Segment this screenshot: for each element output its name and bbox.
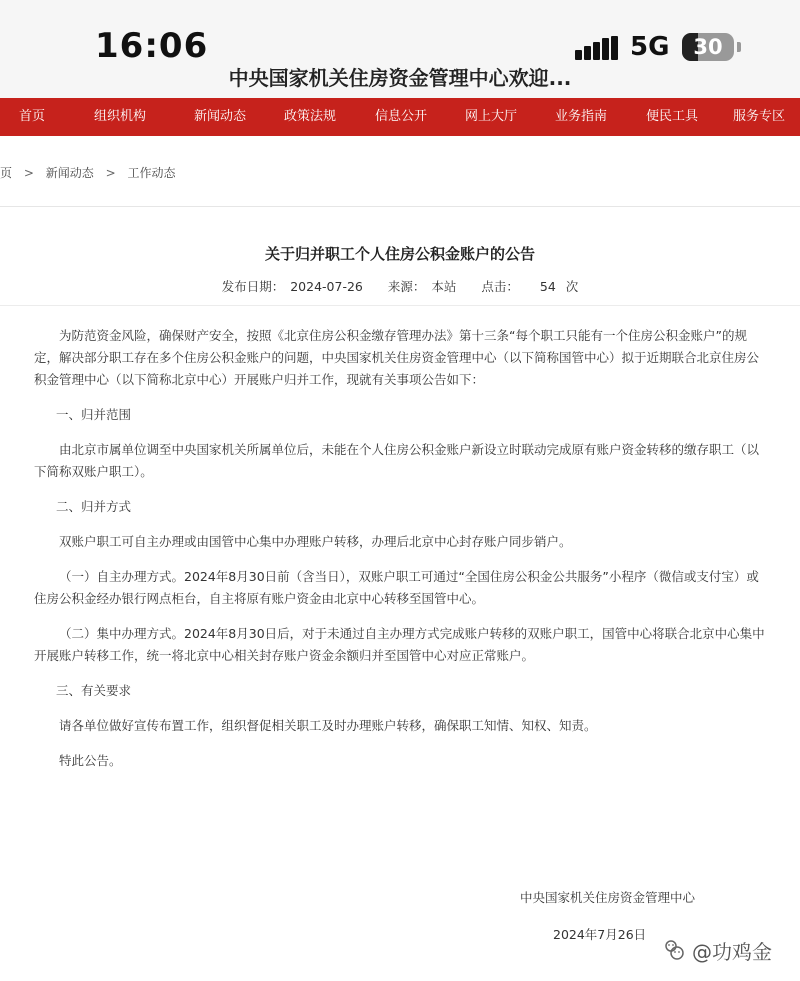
main-nav [0,98,800,136]
network-type: 5G [630,32,670,62]
article-sign-date: 2024年7月26日 [553,927,647,942]
nav-item-disclosure[interactable]: 信息公开 [374,109,427,124]
section-heading-method: 二、归并方式 [56,499,132,514]
meta-source-label: 来源： [387,279,426,294]
breadcrumb-separator: > [23,166,34,180]
breadcrumb-home[interactable]: 页 [0,166,13,180]
nav-item-services[interactable]: 服务专区 [732,109,785,124]
article-signer: 中央国家机关住房资金管理中心 [520,890,696,905]
meta-date: 2024-07-26 [290,279,363,294]
nav-item-tools[interactable]: 便民工具 [645,109,698,124]
article-divider [0,305,800,306]
nav-item-news[interactable]: 新闻动态 [193,109,246,124]
article-title: 关于归并职工个人住房公积金账户的公告 [264,245,535,263]
paragraph-centralized: （二）集中办理方式。2024年8月30日后，对于未通过自主办理方式完成账户转移的双账户职工，国管中心将联合北京中心集中开展账户转移工作，统一将北京中心相关封存账户资金余额归并至国管中心对应正常账户。 [34,626,765,663]
watermark [662,935,772,965]
article-meta [0,277,800,295]
section-heading-requirements: 三、有关要求 [56,683,132,698]
meta-clicks-unit: 次 [565,279,579,294]
meta-clicks: 54 [539,279,556,294]
paragraph-method: 双账户职工可自主办理或由国管中心集中办理账户转移，办理后北京中心封存账户同步销户。 [59,534,572,549]
meta-date-label: 发布日期： [221,279,285,294]
paragraph-scope: 由北京市属单位调至中央国家机关所属单位后，未能在个人住房公积金账户新设立时联动完成原有账户资金转移的缴存职工（以下简称双账户职工）。 [34,442,760,479]
battery-tip [737,42,741,52]
status-bar [0,0,800,98]
nav-item-organization[interactable]: 组织机构 [93,109,146,124]
signal-icon [575,36,619,60]
paragraph-intro: 为防范资金风险，确保财产安全，按照《北京住房公积金缴存管理办法》第十三条“每个职工只能有一个住房公积金账户”的规定，解决部分职工存在多个住房公积金账户的问题，中央国家机关住房资金管理中心（以下简称国管中心）拟于近期联合北京住房公积金管理中心（以下简称北京中心）开展账户归并工作，现就有关事项公告如下： [34,328,760,387]
page-title[interactable]: 中央国家机关住房资金管理中心欢迎... [228,66,572,90]
section-heading-scope: 一、归并范围 [56,407,132,422]
watermark-text: @功鸡金 [692,939,772,964]
breadcrumb [0,164,183,188]
meta-clicks-label: 点击： [481,279,519,294]
breadcrumb-separator: > [105,166,116,180]
watermark-logo-icon [662,938,686,962]
nav-item-online-hall[interactable]: 网上大厅 [464,109,517,124]
breadcrumb-work-news[interactable]: 工作动态 [127,166,176,180]
battery-icon [682,33,734,61]
meta-source: 本站 [431,279,457,294]
paragraph-requirements: 请各单位做好宣传布置工作，组织督促相关职工及时办理账户转移，确保职工知情、知权、知责。 [59,718,597,733]
article-body [34,325,766,785]
status-time: 16:06 [95,26,209,66]
battery-level: 30 [693,35,723,59]
breadcrumb-news[interactable]: 新闻动态 [45,166,94,180]
paragraph-closing: 特此公告。 [59,753,122,768]
nav-item-guide[interactable]: 业务指南 [554,109,607,124]
breadcrumb-divider [0,206,800,207]
nav-item-policy[interactable]: 政策法规 [283,109,336,124]
paragraph-self-service: （一）自主办理方式。2024年8月30日前（含当日），双账户职工可通过“全国住房公积金公共服务”小程序（微信或支付宝）或住房公积金经办银行网点柜台，自主将原有账户资金由北京中心转移至国管中心。 [34,569,759,606]
nav-item-home[interactable]: 首页 [18,109,45,124]
